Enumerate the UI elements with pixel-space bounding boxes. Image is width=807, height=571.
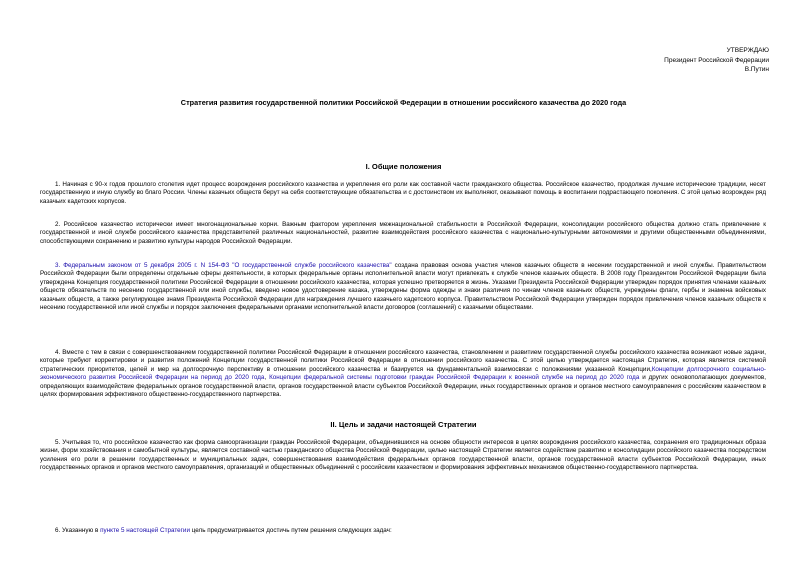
paragraph-4-separator: , <box>264 374 267 382</box>
section-heading-2: II. Цель и задачи настоящей Стратегии <box>330 420 477 429</box>
concept-socioeconomic-link[interactable]: Концепции долгосрочного социально-экономического развития Российской Федерации на период до 2020 года <box>40 365 766 382</box>
paragraph-2: 2. Российское казачество исторически имеет многонациональные корни. Важным фактором укрепления межнациональной стабильности в Российской Федерации, консолидации российского общества должно стать привлечение к государственной и иной службе российского казачества представителей различных национальностей, развитие взаимодействия российского казачества с национально-культурными автономиями и другими общественными объединениями, способствующими сохранению и развитию культуры народов Российской Федерации. <box>40 221 766 245</box>
document-title: Стратегия развития государственной политики Российской Федерации в отношении российского казачества до 2020 года <box>180 98 627 107</box>
point-5-link[interactable]: пункте 5 настоящей Стратегии <box>100 527 190 534</box>
paragraph-4-text-b: и других основополагающих документов, определяющих взаимодействие федеральных органов государственной власти, органов государственной власти субъектов Российской Федерации, иных государственных органов и органов местного самоуправления с российским казачеством в целях формирования эффективного общественно-государственного партнерства. <box>40 374 766 399</box>
paragraph-1: 1. Начиная с 90-х годов прошлого столетия идет процесс возрождения российского казачества и укрепления его роли как составной части гражданского общества. Российское казачество, продолжая лучшие исторические традиции, несет государственную и иную службу во благо России. Члены казачьих обществ берут на себя соответствующие обязательства и с достоинством их выполняют, оказывают помощь в воспитании подрастающего поколения. С этой целью возрожден ряд казачьих кадетских корпусов. <box>40 181 766 205</box>
federal-law-154-link[interactable]: 3. Федеральным законом от 5 декабря 2005 г. N 154-ФЗ "О государственной службе российского казачества" <box>55 262 392 269</box>
paragraph-3 <box>40 262 766 312</box>
approver-position: Президент Российской Федерации <box>664 56 769 64</box>
paragraph-6-text-a: 6. Указанную в <box>55 527 101 534</box>
approval-word: УТВЕРЖДАЮ <box>726 47 769 54</box>
paragraph-6 <box>40 527 766 535</box>
paragraph-5: 5. Учитывая то, что российское казачество как форма самоорганизации граждан Российской Федерации, объединившихся на основе общности интересов в целях возрождения российского казачества, сохранения его традиционных образа жизни, форм хозяйствования и самобытной культуры, является составной частью гражданского общества Российской Федерации, целью настоящей Стратегии является содействие развитию и консолидации российского казачества посредством усиления его роли в решении государственных и муниципальных задач, совершенствования взаимодействия федеральных органов государственной власти, органов государственной власти субъектов Российской Федерации, иных государственных органов и органов местного самоуправления, организаций и общественных объединений с российским казачеством и формирования эффективных механизмов общественно-государственного партнерства. <box>40 439 766 472</box>
paragraph-4 <box>40 349 766 399</box>
section-heading-1: I. Общие положения <box>365 162 442 171</box>
paragraph-3-text: создана правовая основа участия членов казачьих обществ в несении государственной и иной службы. Правительством Российской Федерации были определены отдельные сферы деятельности, в которых федеральные органы исполнительной власти могут привлекать к службе членов казачьих обществ. В 2008 году Президентом Российской Федерации была утверждена Концепция государственной политики Российской Федерации в отношении российского казачества, которая успешно претворяется в жизнь. Указами Президента Российской Федерации утвержден порядок принятия членами казачьих обществ обязательств по несению государственной или иной службы, введено новое удостоверение казака, утверждены форма одежды и знаки различия по чинам членов казачьих обществ, учреждены флаги, гербы и знамена войсковых казачьих обществ, а также регулирующее знамя Президента Российской Федерации для награждения лучшего казачьего кадетского корпуса. Правительством Российской Федерации утвержден порядок привлечения членов казачьих обществ к несению государственной или иной службы и порядок заключения федеральными органами исполнительной власти договоров (соглашений) с казачьими обществами. <box>40 262 767 312</box>
paragraph-4-text-a: 4. Вместе с тем в связи с совершенствованием государственной политики Российской Федерации в отношении российского казачества, становлением и развитием государственной службы российского казачества возникают новые задачи, которые требуют корректировки и развития положений Концепции государственной политики Российской Федерации в отношении российского казачества. С этой целью утверждается настоящая Стратегия, которая является системой стратегических приоритетов, целей и мер на долгосрочную перспективу в отношении российского казачества и базируется на фундаментальной взаимосвязи с положениями указанной Концепции, <box>40 349 766 373</box>
paragraph-6-text-b: цель предусматривается достичь путем решения следующих задач: <box>189 527 392 534</box>
approver-name: В.Путин <box>744 66 769 73</box>
approval-block <box>509 46 769 75</box>
concept-military-training-link[interactable]: Концепции федеральной системы подготовки граждан Российской Федерации к военной службе на период до 2020 года <box>269 374 640 382</box>
